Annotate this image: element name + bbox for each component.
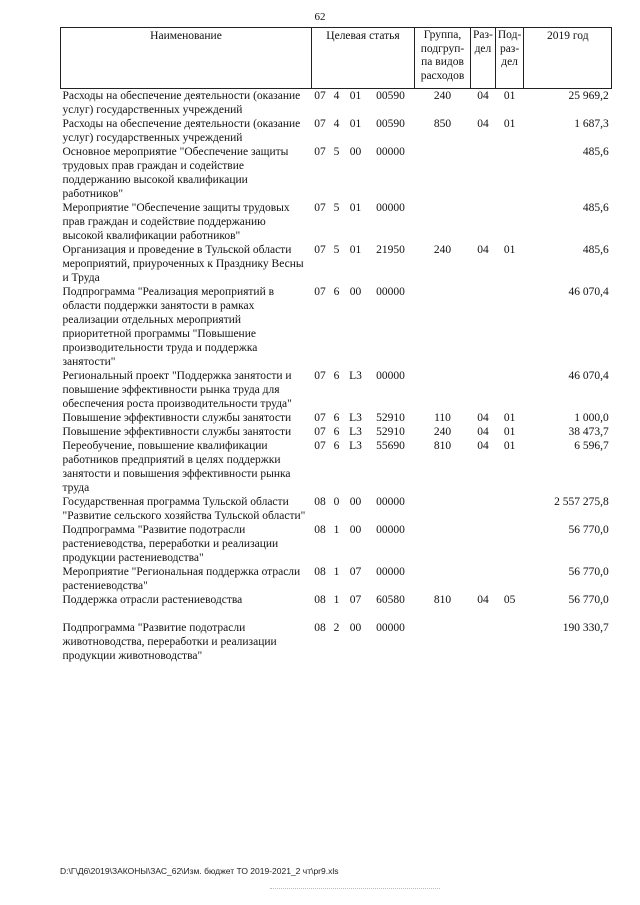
target-code-3: L3: [349, 440, 362, 452]
target-code-4: 00590: [376, 90, 405, 102]
header-year: 2019 год: [524, 28, 612, 89]
table-row: [61, 439, 612, 495]
row-name: Расходы на обеспечение деятельности (оказание услуг) государственных учреждений: [62, 90, 301, 116]
target-code-4: 52910: [376, 426, 405, 438]
target-code-4: 00000: [376, 286, 405, 298]
expense-group: [415, 369, 471, 411]
target-code-2: 2: [333, 622, 340, 634]
target-code-3: 07: [349, 594, 362, 606]
table-body: [61, 89, 612, 664]
table-row: [61, 523, 612, 565]
target-code-1: 08: [314, 622, 326, 634]
subsection-code: [495, 285, 523, 369]
amount-2019: 2 557 275,8: [554, 496, 609, 508]
target-code-1: 07: [314, 370, 326, 382]
target-code-4: 00590: [376, 118, 405, 130]
subsection-code: 01: [503, 118, 516, 130]
target-code-1: 07: [314, 244, 326, 256]
target-code-4: 00000: [376, 524, 405, 536]
amount-2019: 485,6: [582, 244, 609, 256]
section-code: [471, 495, 496, 523]
row-name: Переобучение, повышение квалификации работников предприятий в целях поддержки занятости и повышения эффективности рынка труда: [62, 440, 291, 494]
target-code-2: 1: [333, 524, 340, 536]
amount-2019: 46 070,4: [568, 286, 609, 298]
expense-group: [415, 607, 471, 663]
expense-group: 810: [433, 440, 452, 452]
target-code-3: 01: [349, 90, 362, 102]
amount-2019: 6 596,7: [574, 440, 609, 452]
target-code-3: 00: [349, 524, 362, 536]
target-code-3: L3: [349, 426, 362, 438]
amount-2019: 25 969,2: [568, 90, 609, 102]
amount-2019: 46 070,4: [568, 370, 609, 382]
table-header-row: [61, 28, 612, 89]
amount-2019: 485,6: [582, 146, 609, 158]
subsection-code: [495, 523, 523, 565]
table-row: [61, 565, 612, 593]
target-code-1: 07: [314, 202, 326, 214]
amount-2019: 56 770,0: [568, 524, 609, 536]
target-code-2: 4: [333, 90, 340, 102]
subsection-code: [495, 607, 523, 663]
target-code-3: 07: [349, 566, 362, 578]
table-row: [61, 117, 612, 145]
row-name: Организация и проведение в Тульской области мероприятий, приуроченных к Празднику Весны и Труда: [62, 244, 304, 284]
section-code: [471, 523, 496, 565]
amount-2019: 485,6: [582, 202, 609, 214]
expense-group: 850: [433, 118, 452, 130]
expense-group: 810: [433, 594, 452, 606]
target-code-1: 07: [314, 426, 326, 438]
subsection-code: 05: [503, 594, 516, 606]
row-name: Подпрограмма "Развитие подотрасли животноводства, переработки и реализации продукции животноводства": [62, 622, 277, 662]
target-code-1: 07: [314, 90, 326, 102]
target-code-1: 07: [314, 440, 326, 452]
target-code-2: 4: [333, 118, 340, 130]
target-code-1: 07: [314, 118, 326, 130]
row-name: Расходы на обеспечение деятельности (оказание услуг) государственных учреждений: [62, 118, 301, 144]
target-code-2: 0: [333, 496, 340, 508]
target-code-2: 6: [333, 370, 340, 382]
table-row: [61, 425, 612, 439]
row-name: Поддержка отрасли растениеводства: [62, 594, 243, 606]
amount-2019: 38 473,7: [568, 426, 609, 438]
target-code-2: 1: [333, 594, 340, 606]
section-code: [471, 285, 496, 369]
target-code-2: 5: [333, 244, 340, 256]
row-name: Повышение эффективности службы занятости: [62, 426, 292, 438]
expense-group: 240: [433, 244, 452, 256]
target-code-4: 21950: [376, 244, 405, 256]
subsection-code: 01: [503, 426, 516, 438]
subsection-code: [495, 565, 523, 593]
expense-group: [415, 145, 471, 201]
table-row: [61, 369, 612, 411]
target-code-4: 55690: [376, 440, 405, 452]
section-code: [471, 201, 496, 243]
target-code-2: 5: [333, 146, 340, 158]
header-target: Целевая статья: [312, 28, 415, 89]
target-code-2: 1: [333, 566, 340, 578]
target-code-4: 00000: [376, 202, 405, 214]
amount-2019: 1 000,0: [574, 412, 609, 424]
target-code-4: 00000: [376, 622, 405, 634]
subsection-code: [495, 145, 523, 201]
target-code-3: 00: [349, 286, 362, 298]
amount-2019: 56 770,0: [568, 594, 609, 606]
section-code: [471, 565, 496, 593]
target-code-4: 00000: [376, 370, 405, 382]
target-code-4: 60580: [376, 594, 405, 606]
amount-2019: 56 770,0: [568, 566, 609, 578]
subsection-code: [495, 201, 523, 243]
row-name: Основное мероприятие "Обеспечение защиты трудовых прав граждан и содействие поддержанию высокой квалификации работников": [62, 146, 289, 200]
table-row: [61, 607, 612, 663]
target-code-2: 6: [333, 426, 340, 438]
subsection-code: 01: [503, 90, 516, 102]
table-row: [61, 201, 612, 243]
row-name: Региональный проект "Поддержка занятости и повышение эффективности рынка труда для обеспечения роста производительности труда": [62, 370, 292, 410]
row-name: Подпрограмма "Развитие подотрасли растениеводства, переработки и реализации продукции растениеводства": [62, 524, 279, 564]
target-code-1: 07: [314, 146, 326, 158]
amount-2019: 190 330,7: [562, 622, 609, 634]
table-row: [61, 495, 612, 523]
target-code-1: 08: [314, 594, 326, 606]
target-code-2: 6: [333, 286, 340, 298]
amount-2019: 1 687,3: [574, 118, 609, 130]
subsection-code: [495, 369, 523, 411]
target-code-1: 07: [314, 412, 326, 424]
target-code-1: 07: [314, 286, 326, 298]
row-name: Государственная программа Тульской области "Развитие сельского хозяйства Тульской области": [62, 496, 306, 522]
section-code: 04: [477, 118, 489, 130]
target-code-1: 08: [314, 496, 326, 508]
target-code-4: 00000: [376, 566, 405, 578]
section-code: 04: [477, 440, 489, 452]
header-name: Наименование: [61, 28, 312, 89]
table-row: [61, 593, 612, 607]
expense-group: [415, 201, 471, 243]
target-code-1: 08: [314, 566, 326, 578]
section-code: 04: [477, 90, 489, 102]
subsection-code: 01: [503, 440, 516, 452]
table-row: [61, 145, 612, 201]
header-subsection: Под-раз-дел: [495, 28, 523, 89]
page-number: 62: [314, 11, 326, 23]
section-code: 04: [477, 594, 489, 606]
table-row: [61, 243, 612, 285]
header-group: Группа, подгруп-па видов расходов: [415, 28, 471, 89]
expense-group: [415, 495, 471, 523]
section-code: [471, 369, 496, 411]
target-code-2: 5: [333, 202, 340, 214]
target-code-1: 08: [314, 524, 326, 536]
target-code-4: 00000: [376, 146, 405, 158]
section-code: 04: [477, 244, 489, 256]
budget-table: [60, 27, 612, 663]
file-path-footer: D:\Г\Д6\2019\ЗАКОНЫ\ЗАС_62\Изм. бюджет ТО 2019-2021_2 чт\pr9.xls: [60, 866, 339, 876]
target-code-3: 00: [349, 146, 362, 158]
subsection-code: 01: [503, 244, 516, 256]
target-code-2: 6: [333, 412, 340, 424]
subsection-code: [495, 495, 523, 523]
table-row: [61, 411, 612, 425]
target-code-3: 00: [349, 496, 362, 508]
section-code: [471, 145, 496, 201]
row-name: Мероприятие "Обеспечение защиты трудовых прав граждан и содействие поддержанию высокой квалификации работников": [62, 202, 290, 242]
target-code-3: 00: [349, 622, 362, 634]
target-code-3: 01: [349, 202, 362, 214]
row-name: Подпрограмма "Реализация мероприятий в области поддержки занятости в рамках реализации отдельных мероприятий приоритетной программы "Повышение производительности труда и поддержка занятости": [62, 286, 275, 368]
target-code-3: L3: [349, 412, 362, 424]
expense-group: 240: [433, 426, 452, 438]
expense-group: 240: [433, 90, 452, 102]
target-code-3: 01: [349, 118, 362, 130]
section-code: [471, 607, 496, 663]
expense-group: [415, 285, 471, 369]
table-row: [61, 285, 612, 369]
section-code: 04: [477, 426, 489, 438]
row-name: Повышение эффективности службы занятости: [62, 412, 292, 424]
header-section: Раз-дел: [471, 28, 496, 89]
target-code-3: L3: [349, 370, 362, 382]
target-code-2: 6: [333, 440, 340, 452]
table-row: [61, 89, 612, 118]
scan-artifact: [270, 888, 440, 893]
expense-group: [415, 523, 471, 565]
target-code-4: 00000: [376, 496, 405, 508]
section-code: 04: [477, 412, 489, 424]
subsection-code: 01: [503, 412, 516, 424]
expense-group: [415, 565, 471, 593]
row-name: Мероприятие "Региональная поддержка отрасли растениеводства": [62, 566, 301, 592]
target-code-4: 52910: [376, 412, 405, 424]
expense-group: 110: [434, 412, 451, 424]
target-code-3: 01: [349, 244, 362, 256]
